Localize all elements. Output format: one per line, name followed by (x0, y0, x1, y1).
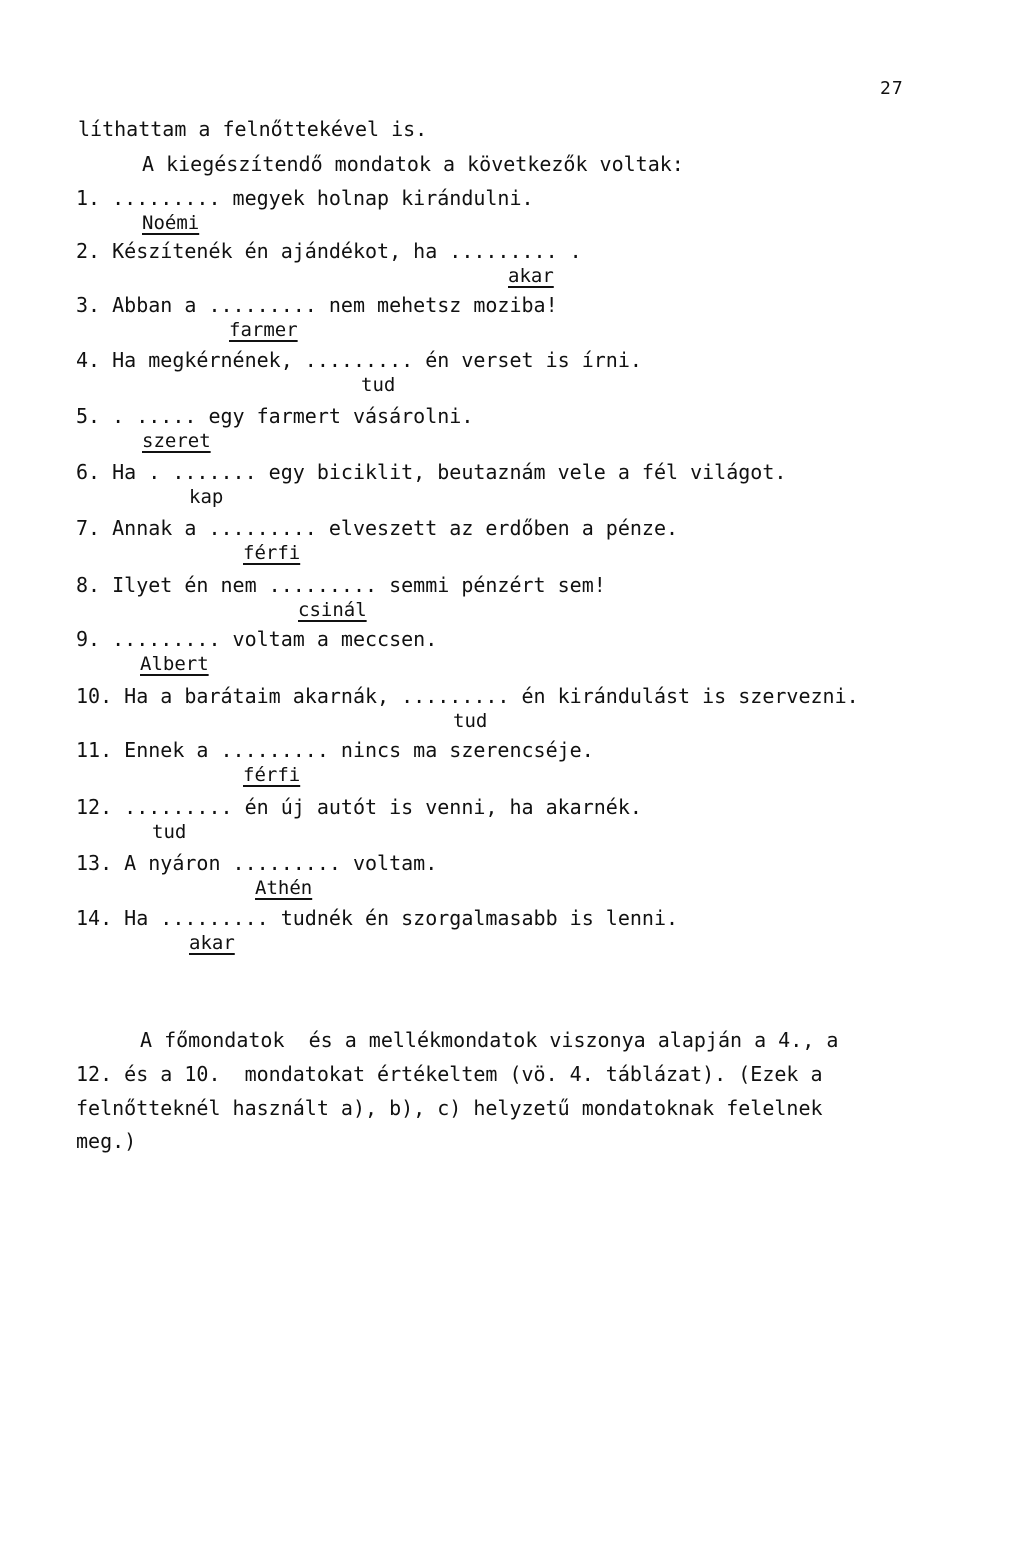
item-sentence: 4. Ha megkérnének, ......... én verset is írni. (76, 348, 642, 372)
item-word: férfi (243, 764, 301, 786)
item-sentence: 14. Ha ......... tudnék én szorgalmasabb is lenni. (76, 906, 679, 930)
item-word: Albert (140, 653, 209, 675)
item-sentence: 13. A nyáron ......... voltam. (76, 851, 438, 875)
item-word: akar (508, 265, 554, 287)
page-number: 27 (880, 78, 904, 99)
item-word: akar (189, 932, 235, 954)
item-word: férfi (243, 542, 301, 564)
item-word: Noémi (142, 212, 200, 234)
item-sentence: 1. ......... megyek holnap kirándulni. (76, 186, 534, 210)
item-word: csinál (298, 599, 367, 621)
item-sentence: 12. ......... én új autót is venni, ha akarnék. (76, 795, 642, 819)
item-word: Athén (255, 877, 313, 899)
item-sentence: 5. . ..... egy farmert vásárolni. (76, 404, 474, 428)
item-sentence: 10. Ha a barátaim akarnák, ......... én kirándulást is szervezni. (76, 684, 859, 708)
paragraph-line-4: meg.) (76, 1129, 137, 1153)
paragraph-line-1: A főmondatok és a mellékmondatok viszonya alapján a 4., a (140, 1028, 839, 1052)
item-sentence: 2. Készítenék én ajándékot, ha ......... . (76, 239, 582, 263)
item-sentence: 8. Ilyet én nem ......... semmi pénzért sem! (76, 573, 606, 597)
item-sentence: 3. Abban a ......... nem mehetsz moziba! (76, 293, 558, 317)
item-sentence: 7. Annak a ......... elveszett az erdőben a pénze. (76, 516, 679, 540)
item-word: szeret (142, 430, 211, 452)
item-word: farmer (229, 319, 298, 341)
item-word: kap (189, 486, 224, 508)
item-word: tud (152, 821, 187, 843)
item-sentence: 6. Ha . ....... egy biciklit, beutaznám vele a fél világot. (76, 460, 787, 484)
item-sentence: 11. Ennek a ......... nincs ma szerencséje. (76, 738, 594, 762)
item-sentence: 9. ......... voltam a meccsen. (76, 627, 438, 651)
intro-line-1: líthattam a felnőttekével is. (78, 117, 428, 141)
intro-line-2: A kiegészítendő mondatok a következők voltak: (142, 152, 684, 176)
paragraph-line-2: 12. és a 10. mondatokat értékeltem (vö. 4. táblázat). (Ezek a (76, 1062, 823, 1086)
item-word: tud (453, 710, 488, 732)
paragraph-line-3: felnőtteknél használt a), b), c) helyzetű mondatoknak felelnek (76, 1096, 823, 1120)
item-word: tud (361, 374, 396, 396)
